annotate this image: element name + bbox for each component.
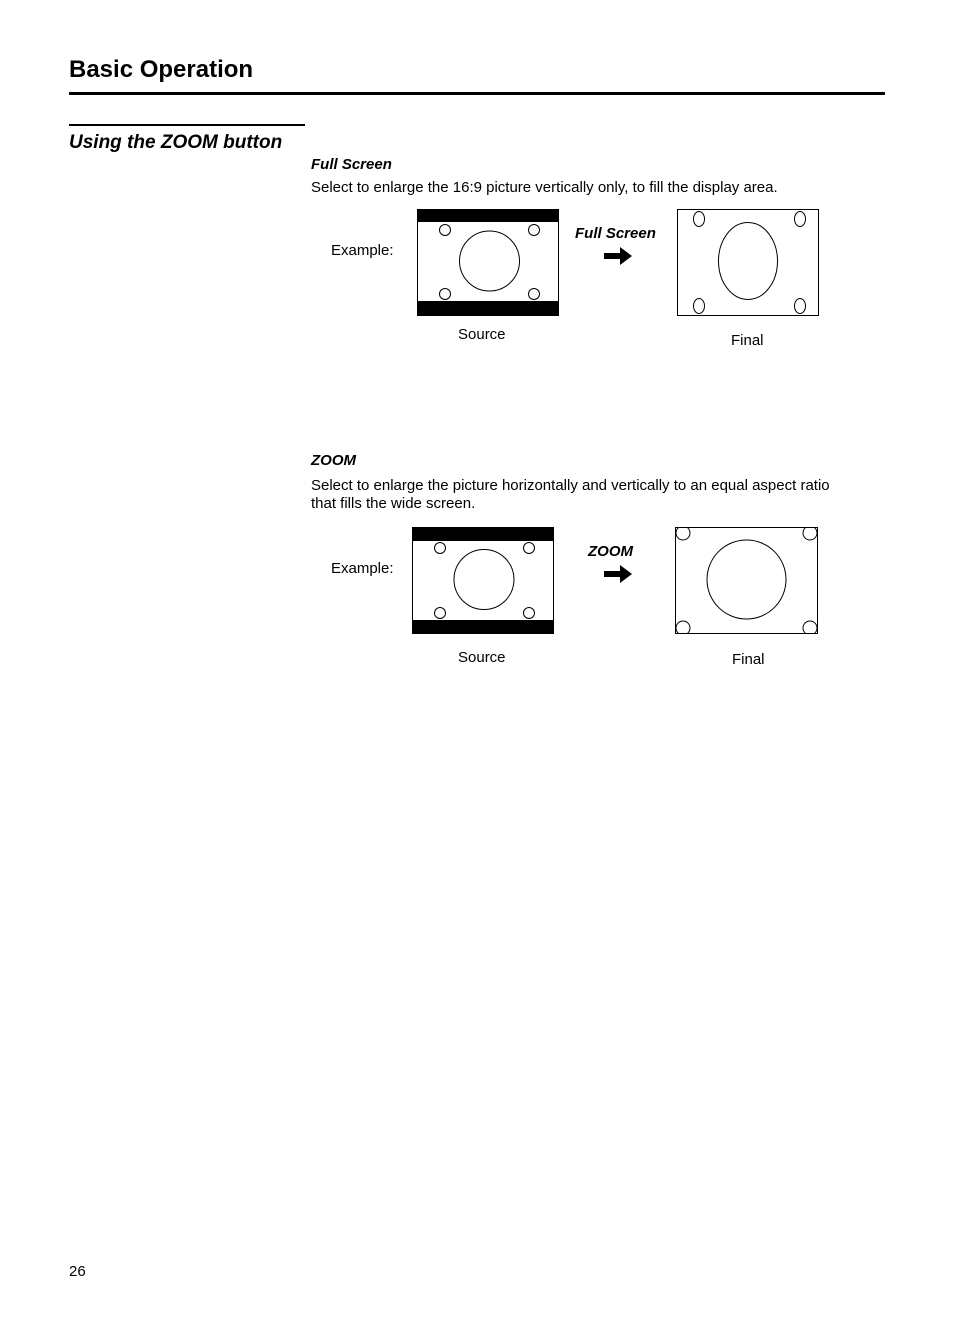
right-arrow-icon <box>604 246 633 266</box>
zoom-description-line1: Select to enlarge the picture horizontally and vertically to an equal aspect ratio <box>311 477 830 494</box>
full-screen-final-caption: Final <box>731 332 764 349</box>
title-divider <box>69 92 885 95</box>
section-divider <box>69 124 305 126</box>
page-title: Basic Operation <box>69 56 254 83</box>
full-screen-example-label: Example: <box>331 242 394 259</box>
section-heading: Using the ZOOM button <box>69 132 283 153</box>
zoom-description-line2: that fills the wide screen. <box>311 495 476 512</box>
full-screen-source-caption: Source <box>458 326 506 343</box>
zoom-arrow-label: ZOOM <box>588 543 633 560</box>
zoom-example-label: Example: <box>331 560 394 577</box>
full-screen-heading: Full Screen <box>311 156 392 173</box>
full-screen-description: Select to enlarge the 16:9 picture vertically only, to fill the display area. <box>311 179 778 196</box>
zoom-source-diagram <box>412 527 554 634</box>
full-screen-source-diagram <box>417 209 559 316</box>
right-arrow-icon <box>604 564 633 584</box>
full-screen-final-diagram <box>677 209 819 316</box>
zoom-heading: ZOOM <box>311 452 356 469</box>
full-screen-arrow-label: Full Screen <box>575 225 656 242</box>
zoom-final-caption: Final <box>732 651 765 668</box>
page-number: 26 <box>69 1263 86 1280</box>
zoom-source-caption: Source <box>458 649 506 666</box>
zoom-final-diagram <box>675 527 818 634</box>
